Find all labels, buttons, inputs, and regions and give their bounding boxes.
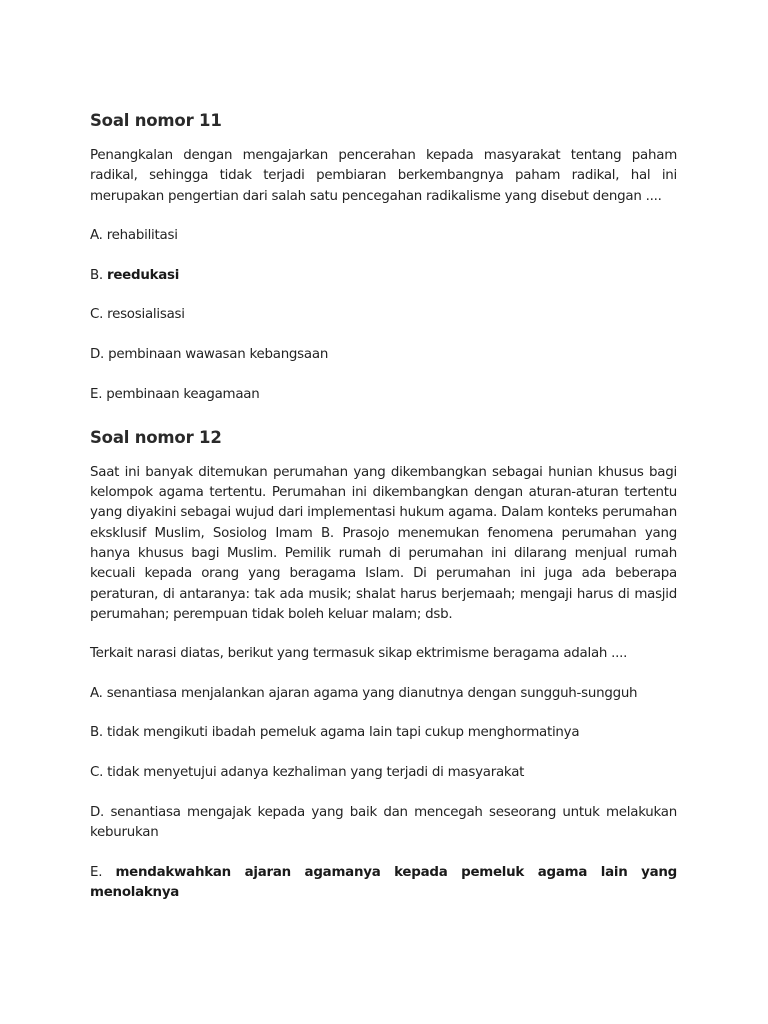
question-12 (90, 425, 677, 904)
option-text: senantiasa menjalankan ajaran agama yang dianutnya dengan sungguh-sungguh (106, 685, 638, 701)
option-letter: C. (90, 307, 104, 323)
option-text: pembinaan keagamaan (106, 387, 260, 403)
option-letter: E. (90, 865, 103, 881)
option-text-answer: mendakwahkan ajaran agamanya kepada pemeluk agama lain yang menolaknya (90, 865, 677, 901)
option-letter: E. (90, 387, 103, 403)
option-letter: B. (90, 267, 103, 283)
option-letter: D. (90, 804, 105, 820)
question-11 (90, 108, 677, 405)
q12-option-d (90, 803, 677, 844)
option-letter: A. (90, 685, 103, 701)
q11-option-e (90, 385, 677, 405)
option-letter: B. (90, 725, 103, 741)
q12-option-e (90, 863, 677, 904)
question-12-text: Terkait narasi diatas, berikut yang termasuk sikap ektrimisme beragama adalah .... (90, 646, 628, 662)
option-text: pembinaan wawasan kebangsaan (108, 347, 329, 363)
q11-option-d (90, 345, 677, 365)
q11-option-b (90, 266, 677, 286)
q12-option-b (90, 723, 677, 743)
option-text: senantiasa mengajak kepada yang baik dan mencegah seseorang untuk melakukan keburukan (90, 804, 677, 841)
option-text: tidak menyetujui adanya kezhaliman yang terjadi di masyarakat (107, 765, 525, 781)
option-text: resosialisasi (107, 307, 185, 323)
question-11-heading: Soal nomor 11 (90, 111, 222, 130)
document-page (90, 108, 677, 923)
option-letter: D. (90, 347, 105, 363)
q11-option-c (90, 305, 677, 325)
question-12-heading: Soal nomor 12 (90, 427, 222, 447)
question-11-text: Penangkalan dengan mengajarkan pencerahan kepada masyarakat tentang paham radikal, sehingga tidak terjadi pembiaran berkembangnya paham radikal, hal ini merupakan pengertian dari salah satu pencegahan radikalisme yang disebut dengan .... (90, 148, 677, 204)
option-letter: A. (90, 227, 103, 243)
option-text-answer: reedukasi (106, 267, 180, 283)
option-letter: C. (90, 765, 104, 781)
q12-option-c (90, 763, 677, 783)
option-text: tidak mengikuti ibadah pemeluk agama lain tapi cukup menghormatinya (106, 725, 580, 741)
q11-option-a (90, 226, 677, 246)
question-12-passage: Saat ini banyak ditemukan perumahan yang dikembangkan sebagai hunian khusus bagi kelompok agama tertentu. Perumahan ini dikembangkan dengan aturan-aturan tertentu yang diyakini sebagai wujud dari implementasi hukum agama. Dalam konteks perumahan eksklusif Muslim, Sosiolog Imam B. Prasojo menemukan fenomena perumahan yang hanya khusus bagi Muslim. Pemilik rumah di perumahan ini dilarang menjual rumah kecuali kepada orang yang beragama Islam. Di perumahan ini juga ada beberapa peraturan, di antaranya: tak ada musik; shalat harus berjemaah; mengaji harus di masjid perumahan; perempuan tidak boleh keluar malam; dsb. (90, 464, 677, 622)
option-text: rehabilitasi (106, 227, 178, 243)
q12-option-a (90, 684, 677, 704)
